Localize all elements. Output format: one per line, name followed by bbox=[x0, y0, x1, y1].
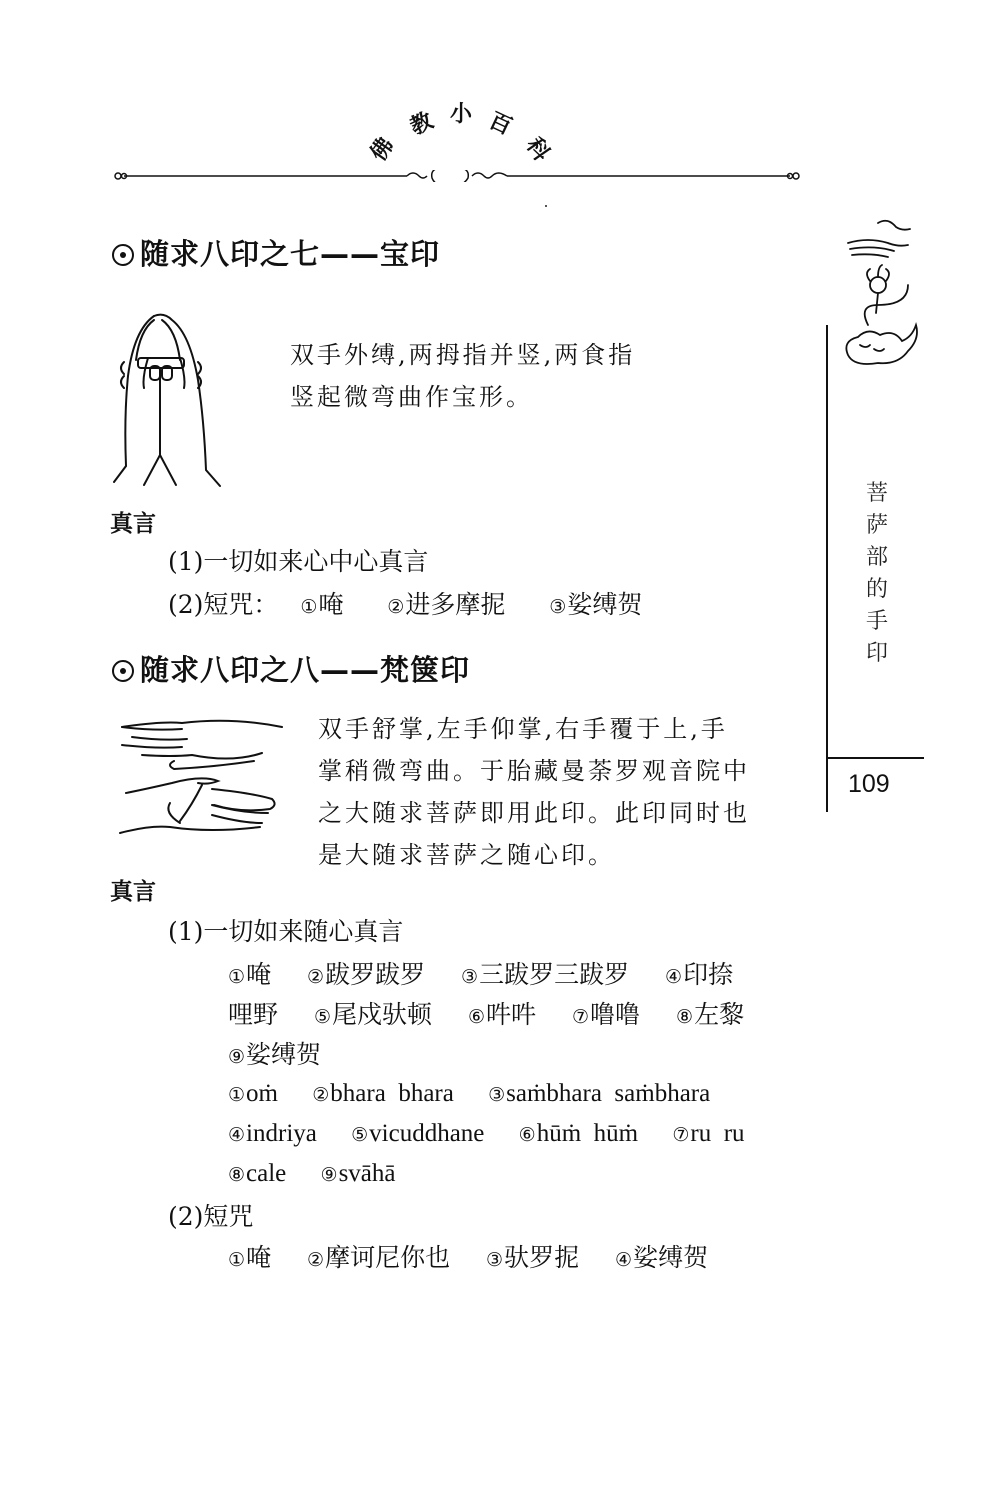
circled-dot-icon bbox=[112, 660, 134, 682]
header-char: 佛 bbox=[366, 133, 400, 166]
running-header-title bbox=[360, 95, 560, 165]
circled-dot-icon bbox=[112, 244, 134, 266]
praying-hands-illustration bbox=[112, 308, 222, 488]
header-char: 小 bbox=[450, 102, 473, 127]
mantra-line: (1)一切如来心中心真言 bbox=[168, 547, 429, 576]
short-mantra-line: ①唵 ②摩诃尼你也 ③驮罗抳 ④娑缚贺 bbox=[228, 1243, 709, 1272]
mantra-romanized-line: ④indriya ⑤vicuddhane ⑥hūṁ hūṁ ⑦ru ru bbox=[228, 1120, 745, 1147]
sidebar-horizontal-rule bbox=[826, 757, 924, 759]
mudra-description: 双手外缚,两拇指并竖,两食指 竖起微弯曲作宝形。 bbox=[290, 341, 636, 411]
short-mantra-title: (2)短咒 bbox=[168, 1202, 254, 1231]
bodhisattva-hand-lotus-icon bbox=[838, 215, 918, 385]
header-char: 百 bbox=[484, 108, 516, 141]
speck bbox=[545, 205, 547, 207]
cloud-ornament-icon bbox=[407, 170, 507, 182]
mantra-romanized-line: ①oṁ ②bhara bhara ③saṁbhara saṁbhara bbox=[228, 1080, 711, 1107]
mantra-chinese-line: ①唵 ②跋罗跋罗 ③三跋罗三跋罗 ④印捺 bbox=[228, 960, 734, 989]
mantra-chinese-line: 哩野 ⑤尾戍驮顿 ⑥吽吽 ⑦噜噜 ⑧左黎 bbox=[228, 1000, 745, 1029]
chapter-title-vertical: 菩 萨 部 的 手 印 bbox=[865, 481, 888, 666]
ornamental-rule bbox=[112, 170, 802, 182]
mantra-label: 真言 bbox=[110, 511, 156, 537]
mantra-label: 真言 bbox=[110, 879, 156, 905]
section-heading-sutra-box-mudra: 随求八印之八——梵箧印 bbox=[112, 648, 470, 689]
header-char: 教 bbox=[406, 108, 438, 141]
mantra-chinese-line: ⑨娑缚贺 bbox=[228, 1040, 322, 1069]
stacked-palms-illustration bbox=[112, 715, 292, 845]
section-heading-jewel-mudra: 随求八印之七——宝印 bbox=[112, 232, 440, 273]
short-mantra-line: (2)短咒： ①唵 ②进多摩抳 ③娑缚贺 bbox=[168, 590, 643, 619]
sidebar-vertical-rule bbox=[826, 325, 828, 812]
mantra-title: (1)一切如来随心真言 bbox=[168, 917, 404, 946]
header-char: 科 bbox=[520, 133, 554, 166]
mantra-romanized-line: ⑧cale ⑨svāhā bbox=[228, 1160, 396, 1187]
mudra-description: 双手舒掌,左手仰掌,右手覆于上,手 掌稍微弯曲。于胎藏曼荼罗观音院中 之大随求菩萨即用此印。此印同时也 是大随求菩萨之随心印。 bbox=[318, 715, 750, 869]
page-number: 109 bbox=[848, 770, 890, 798]
